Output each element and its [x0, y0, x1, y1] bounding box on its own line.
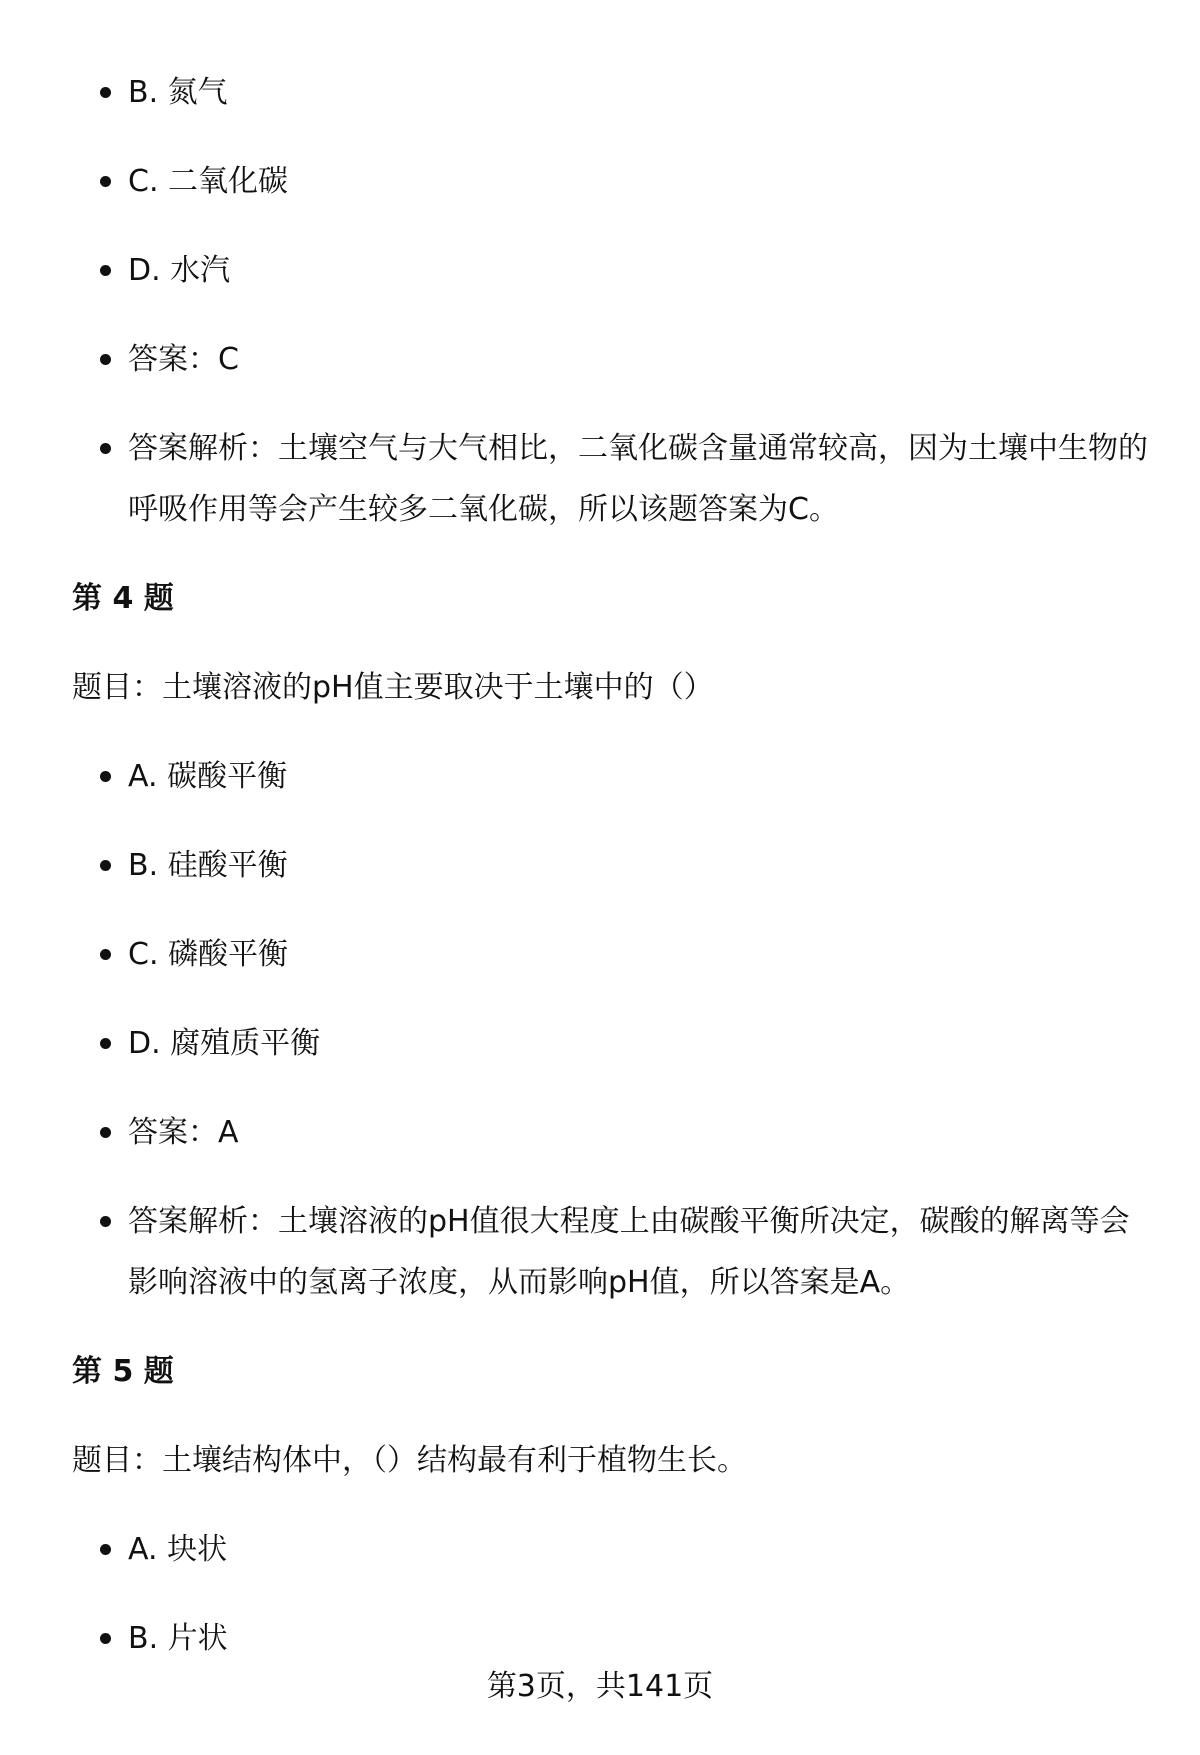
option-d: D. 水汽: [128, 253, 231, 288]
list-item: [72, 418, 1157, 540]
bullet-icon: [100, 354, 111, 365]
answer-explanation: 答案解析：土壤溶液的pH值很大程度上由碳酸平衡所决定，碳酸的解离等会影响溶液中的氢离子浓度，从而影响pH值，所以答案是A。: [128, 1204, 1130, 1300]
bullet-icon: [100, 860, 111, 871]
bullet-icon: [100, 771, 111, 782]
list-item: [72, 1519, 1157, 1580]
q3-remaining-list: [72, 62, 1157, 540]
bullet-icon: [100, 87, 111, 98]
bullet-icon: [100, 1216, 111, 1227]
list-item: [72, 1013, 1157, 1074]
list-item: [72, 924, 1157, 985]
list-item: [72, 151, 1157, 212]
list-item: [72, 329, 1157, 390]
bullet-icon: [100, 176, 111, 187]
option-c: C. 二氧化碳: [128, 164, 289, 199]
bullet-icon: [100, 265, 111, 276]
option-a: A. 碳酸平衡: [128, 759, 288, 794]
question-4-stem: 题目：土壤溶液的pH值主要取决于土壤中的（）: [72, 670, 714, 705]
list-item: [72, 835, 1157, 896]
list-item: [72, 746, 1157, 807]
bullet-icon: [100, 949, 111, 960]
list-item: [72, 62, 1157, 123]
bullet-icon: [100, 1127, 111, 1138]
q4-option-list: [72, 746, 1157, 1313]
q5-option-list: [72, 1519, 1157, 1669]
page-number-footer: 第3页，共141页: [486, 1669, 714, 1704]
answer: 答案：A: [128, 1115, 239, 1150]
bullet-icon: [100, 1038, 111, 1049]
bullet-icon: [100, 443, 111, 454]
question-4-title: 第 4 题: [72, 581, 174, 616]
list-item: [72, 1608, 1157, 1669]
page-content: [72, 62, 1157, 1697]
option-b: B. 氮气: [128, 75, 228, 110]
option-a: A. 块状: [128, 1532, 228, 1567]
bullet-icon: [100, 1544, 111, 1555]
option-c: C. 磷酸平衡: [128, 937, 289, 972]
option-b: B. 片状: [128, 1621, 228, 1656]
question-5-title: 第 5 题: [72, 1354, 174, 1389]
list-item: [72, 1102, 1157, 1163]
option-d: D. 腐殖质平衡: [128, 1026, 321, 1061]
option-b: B. 硅酸平衡: [128, 848, 288, 883]
bullet-icon: [100, 1633, 111, 1644]
answer: 答案：C: [128, 342, 239, 377]
list-item: [72, 240, 1157, 301]
question-5-stem: 题目：土壤结构体中，（）结构最有利于植物生长。: [72, 1443, 747, 1478]
list-item: [72, 1191, 1157, 1313]
answer-explanation: 答案解析：土壤空气与大气相比，二氧化碳含量通常较高，因为土壤中生物的呼吸作用等会产生较多二氧化碳，所以该题答案为C。: [128, 431, 1148, 527]
